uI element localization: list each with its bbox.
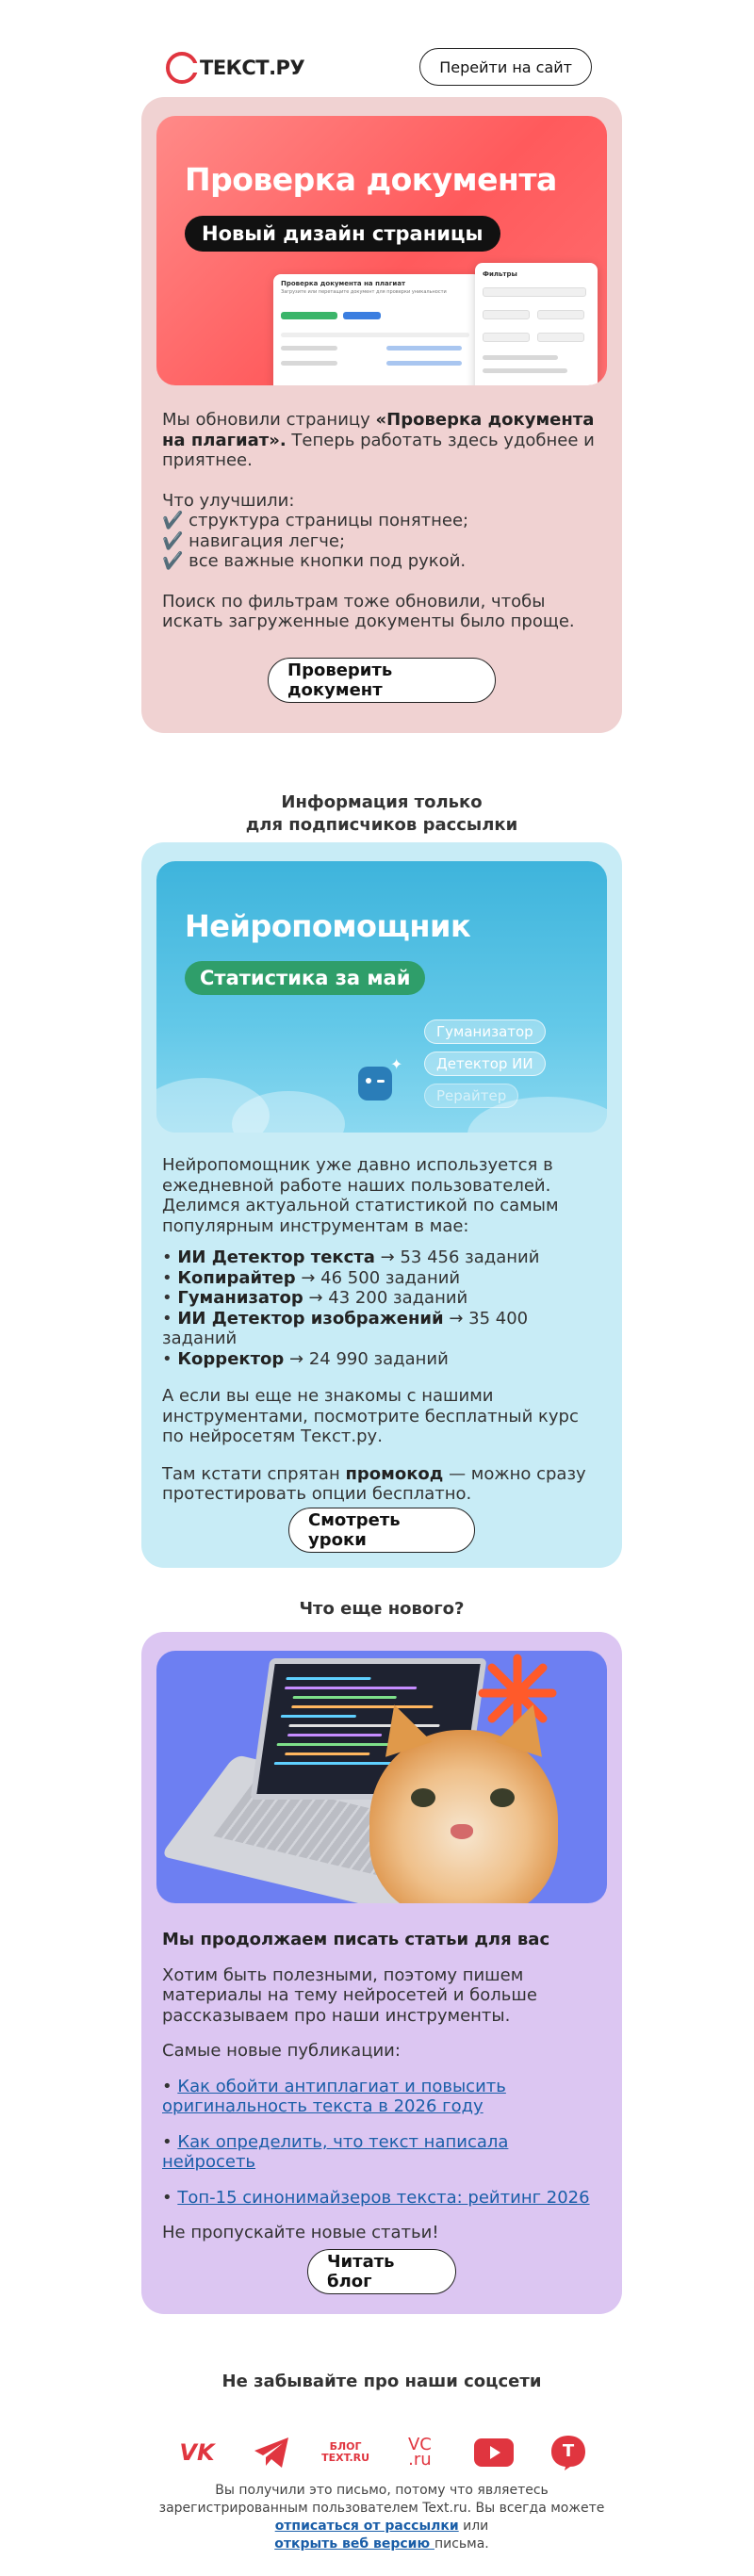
promo-bold: промокод [345,1463,444,1484]
intro-bold: «Проверка документа на плагиат». [162,410,595,450]
stat-name: ИИ Детектор изображений [177,1308,444,1329]
stat-name: Копирайтер [177,1267,296,1288]
mockup-title: Проверка документа на плагиат [281,280,406,287]
document-check-banner [156,116,607,385]
stat-item: • ИИ Детектор текста → 53 456 заданий [162,1247,540,1267]
mockup-field [537,333,584,342]
youtube-play-glyph [474,2438,514,2467]
stat-name: ИИ Детектор текста [177,1247,375,1267]
blog-card [141,1632,622,2314]
latest-title: Самые новые публикации: [162,2041,401,2061]
logo-c-icon [166,52,198,84]
banner-title: Нейропомощник [185,908,471,944]
code-line [285,1687,417,1689]
promo-paragraph [162,1464,596,1505]
mockup-line [483,355,558,360]
card3-text [162,1930,596,2243]
stat-name: Гуманизатор [177,1288,303,1308]
course-note: А если вы еще не знакомы с нашими инструментами, посмотрите бесплатный курс по нейросетям Текст.ру. [162,1386,579,1446]
telegram-plane-glyph [253,2436,290,2470]
improvement-item: ✔️ все важные кнопки под рукой. [162,551,467,571]
mockup-subtitle: Загрузите или перетащите документ для проверки уникальности [281,289,447,295]
vc-icon-line1: VC [407,2435,432,2454]
stat-value: → 35 400 заданий [162,1308,529,1348]
improvement-item: ✔️ навигация легче; [162,530,346,551]
social-links [175,2429,590,2476]
banner-pill: Статистика за май [185,961,425,995]
mockup-line [386,346,462,351]
mockup-line [483,368,567,373]
socials-heading: Не забывайте про наши соцсети [221,2372,542,2391]
banner-title: Проверка документа [185,161,557,198]
telegram-icon[interactable] [250,2431,293,2474]
blog-banner [156,1651,607,1903]
stat-item: • Корректор → 24 990 заданий [162,1348,449,1369]
footer-text: или [458,2519,489,2534]
promo-pre: Там кстати спрятан [162,1463,346,1484]
intro-pre: Мы обновили страницу [162,410,376,430]
banner-pill: Новый дизайн страницы [185,216,500,252]
stat-name: Корректор [177,1348,285,1369]
tool-chip: Гуманизатор [424,1019,546,1044]
subscribers-heading-line2: для подписчиков рассылки [245,815,518,835]
mockup-field [537,310,584,319]
card2-text [162,1155,596,1505]
blog-icon[interactable] [321,2431,370,2474]
code-line [287,1734,382,1736]
mockup-line [281,333,469,337]
tenchat-icon[interactable] [547,2431,590,2474]
go-to-site-button[interactable]: Перейти на сайт [419,48,592,86]
search-note: Поиск по фильтрам тоже обновили, чтобы искать загруженные документы было проще. [162,591,575,631]
filters-title: Фильтры [483,270,517,278]
code-line [285,1753,369,1755]
mockup-field [483,287,586,297]
stat-value: → 43 200 заданий [308,1288,468,1308]
code-line [281,1715,356,1718]
stat-value: → 53 456 заданий [380,1247,540,1267]
stat-item: • Копирайтер → 46 500 заданий [162,1267,461,1288]
mockup-line [281,361,337,366]
unsubscribe-link[interactable]: отписаться от рассылки [274,2519,459,2534]
article-item: • Как определить, что текст написала нейросеть [162,2131,509,2172]
stat-item: • Гуманизатор → 43 200 заданий [162,1288,468,1308]
filters-mockup [475,263,598,385]
header [141,45,613,90]
article-item: • Топ-15 синонимайзеров текста: рейтинг 2026 [162,2187,590,2208]
mockup-field [483,333,530,342]
article-link[interactable]: Топ-15 синонимайзеров текста: рейтинг 2026 [177,2187,590,2208]
mockup-blue-button [343,312,381,319]
blog-icon-line2: TEXT.RU [321,2452,370,2464]
whats-new-heading: Что еще нового? [299,1599,465,1619]
web-version-link[interactable]: открыть веб версию [274,2536,434,2552]
robot-icon [358,1067,392,1101]
vk-icon-text: VK [179,2439,215,2466]
tenchat-letter: T [562,2440,575,2461]
footer-text: Вы получили это письмо, потому что являетесь зарегистрированным пользователем Text.ru. Вы всегда можете [158,2483,605,2516]
read-blog-button[interactable]: Читать блог [307,2249,456,2294]
cat-image [369,1730,558,1903]
promo-post: — можно сразу протестировать опции бесплатно. [162,1463,586,1504]
improvements-title: Что улучшили: [162,490,295,511]
stat-value: → 46 500 заданий [301,1267,461,1288]
textru-logo[interactable] [166,51,304,85]
neuro-assistant-card [141,842,622,1568]
mockup-line [386,361,462,366]
neuro-assistant-banner [156,861,607,1133]
cat-eye [490,1788,515,1807]
improvement-item: ✔️ структура страницы понятнее; [162,511,469,530]
blog-intro: Хотим быть полезными, поэтому пишем материалы на тему нейросетей и больше рассказываем про наши инструменты. [162,1965,537,2026]
cat-eye [411,1788,435,1807]
code-line [286,1677,370,1680]
blog-outro: Не пропускайте новые статьи! [162,2223,439,2242]
tool-chip: Рерайтер [424,1084,518,1108]
watch-lessons-button[interactable]: Смотреть уроки [288,1508,475,1553]
stat-item: • ИИ Детектор изображений → 35 400 заданий [162,1308,529,1348]
youtube-icon[interactable] [472,2431,516,2474]
vk-icon[interactable] [175,2431,219,2474]
mockup-field [483,310,530,319]
blog-title: Мы продолжаем писать статьи для вас [162,1930,550,1949]
intro-paragraph: Нейропомощник уже давно используется в ежедневной работе наших пользователей. Делимся актуальной статистикой по самым популярным инструментам в мае: [162,1155,559,1236]
article-link[interactable]: Как обойти антиплагиат и повысить оригинальность текста в 2026 году [162,2076,506,2116]
article-link[interactable]: Как определить, что текст написала нейросеть [162,2131,509,2172]
stats-list [162,1247,596,1369]
intro-post: Теперь работать здесь удобнее и приятнее. [162,430,595,470]
sparkle-icon: ✦ [390,1055,403,1073]
code-line [292,1696,396,1699]
page-mockup [273,274,481,385]
vc-icon[interactable] [398,2431,441,2474]
vc-icon-line2: .ru [408,2450,432,2470]
mockup-line [281,346,337,351]
cat-nose [451,1824,473,1839]
stat-value: → 24 990 заданий [289,1348,449,1369]
card1-text [162,410,596,632]
document-check-card [141,97,622,733]
article-item: • Как обойти антиплагиат и повысить оригинальность текста в 2026 году [162,2076,506,2116]
footer [141,2482,622,2553]
check-document-button[interactable]: Проверить документ [268,658,496,703]
footer-text: письма. [434,2536,489,2552]
subscribers-heading [141,791,622,837]
subscribers-heading-line1: Информация только [281,792,483,812]
blog-icon-line1: БЛОГ [329,2440,362,2453]
intro-paragraph [162,410,596,471]
mockup-green-button [281,312,337,319]
logo-text: ТЕКСТ.РУ [200,57,305,79]
tool-chip: Детектор ИИ [424,1052,546,1076]
